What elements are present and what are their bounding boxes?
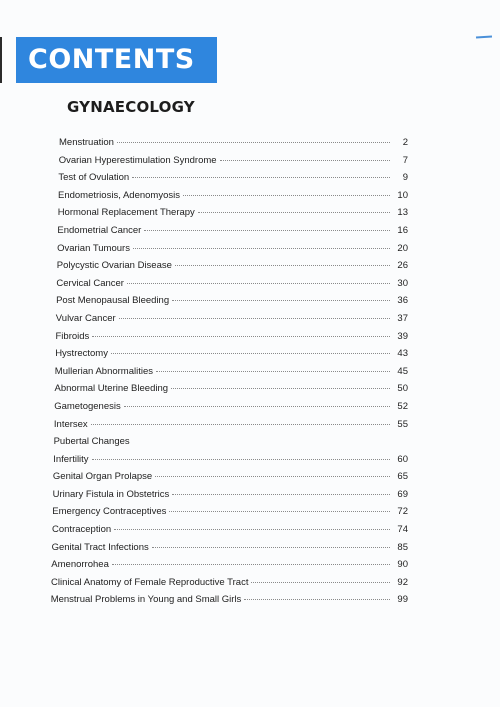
- toc-entry: [0, 260, 500, 278]
- toc-entry: [0, 225, 500, 243]
- toc-entry-page: 52: [397, 400, 408, 412]
- toc-entry-page: 9: [402, 172, 408, 184]
- dot-leader: [92, 335, 390, 337]
- toc-entry: [0, 278, 500, 296]
- toc-entry-title: Menstruation: [59, 137, 114, 148]
- toc-entry-page: 74: [397, 524, 408, 536]
- toc-entry: [0, 190, 500, 208]
- dot-leader: [244, 598, 390, 600]
- toc-entry-page: 90: [397, 559, 408, 571]
- toc-entry: [0, 366, 500, 384]
- toc-entry: [0, 331, 500, 349]
- toc-entry: [0, 419, 500, 437]
- dot-leader: [133, 247, 390, 249]
- toc-entry: [0, 524, 500, 542]
- toc-entry-title: Abnormal Uterine Bleeding: [54, 383, 169, 395]
- toc-entry-page: 99: [397, 594, 408, 606]
- dot-leader: [156, 370, 390, 372]
- toc-entry-title: Contraception: [52, 524, 112, 536]
- dot-leader: [172, 299, 390, 301]
- toc-entry: [0, 436, 500, 454]
- toc-entry-title: Clinical Anatomy of Female Reproductive Tract: [51, 576, 249, 588]
- toc-entry: [0, 542, 500, 560]
- toc-entry: [0, 471, 500, 489]
- dot-leader: [155, 475, 390, 477]
- dot-leader: [119, 317, 390, 319]
- toc-entry: [0, 401, 500, 419]
- dot-leader: [152, 546, 390, 548]
- toc-entry-title: Ovarian Hyperestimulation Syndrome: [58, 154, 217, 166]
- toc-entry-title: Endometrial Cancer: [57, 224, 142, 236]
- dot-leader: [124, 405, 390, 407]
- page-edge-mark: [0, 37, 2, 83]
- toc-entry-page: 2: [402, 137, 408, 148]
- toc-entry-title: Post Menopausal Bleeding: [56, 295, 170, 307]
- toc-entry-title: Cervical Cancer: [56, 277, 124, 289]
- toc-entry: [0, 577, 500, 595]
- toc-entry-page: 50: [397, 383, 408, 395]
- toc-entry-page: 26: [397, 260, 408, 272]
- toc-entry-title: Hormonal Replacement Therapy: [57, 207, 195, 219]
- toc-entry: [0, 137, 500, 155]
- contents-banner: CONTENTS: [16, 37, 217, 83]
- toc-entry-page: 37: [397, 312, 408, 324]
- toc-entry: [0, 295, 500, 313]
- dot-leader: [171, 387, 390, 389]
- toc-entry-page: 36: [397, 295, 408, 307]
- toc-entry-page: 7: [402, 154, 408, 166]
- toc-entry-page: 55: [397, 418, 408, 430]
- toc-entry-title: Intersex: [53, 418, 88, 430]
- toc-entry: [0, 313, 500, 331]
- toc-entry: [0, 155, 500, 173]
- dot-leader: [220, 159, 390, 161]
- dot-leader: [132, 176, 390, 178]
- toc-entry-title: Polycystic Ovarian Disease: [56, 260, 172, 272]
- toc-entry: [0, 383, 500, 401]
- corner-mark: [476, 35, 492, 38]
- toc-entry-title: Ovarian Tumours: [57, 242, 130, 254]
- toc-entry: [0, 489, 500, 507]
- toc-entry-page: 65: [397, 471, 408, 483]
- dot-leader: [183, 194, 390, 196]
- toc-entry-title: Endometriosis, Adenomyosis: [58, 189, 180, 201]
- toc-entry-page: 45: [397, 365, 408, 377]
- toc-entry-page: 43: [397, 348, 408, 360]
- dot-leader: [144, 229, 390, 231]
- toc-entry-title: Genital Tract Infections: [51, 541, 149, 553]
- toc-entry-title: Mullerian Abnormalities: [54, 365, 154, 377]
- dot-leader: [112, 563, 390, 565]
- toc-entry: [0, 348, 500, 366]
- section-title: GYNAECOLOGY: [67, 98, 195, 116]
- dot-leader: [117, 141, 390, 143]
- dot-leader: [198, 211, 390, 213]
- toc-entry-title: Emergency Contraceptives: [52, 506, 167, 518]
- toc-entry: [0, 559, 500, 577]
- toc-entry: [0, 172, 500, 190]
- toc-entry: [0, 506, 500, 524]
- toc-entry-page: 39: [397, 330, 408, 342]
- toc-entry-page: 85: [397, 541, 408, 553]
- toc-entry-title: Vulvar Cancer: [55, 312, 116, 324]
- toc-entry-title: Infertility: [53, 453, 89, 465]
- dot-leader: [169, 510, 390, 512]
- toc-entry-page: 13: [397, 207, 408, 219]
- toc-entry-page: 92: [397, 576, 408, 588]
- toc-entry-title: Test of Ovulation: [58, 172, 130, 184]
- dot-leader: [111, 352, 390, 354]
- toc-entry: [0, 594, 500, 612]
- toc-entry: [0, 454, 500, 472]
- toc-entry-title: Menstrual Problems in Young and Small Girls: [50, 594, 242, 606]
- toc-entry-title: Fibroids: [55, 330, 90, 342]
- dot-leader: [114, 528, 390, 530]
- toc-entry-page: 30: [397, 277, 408, 289]
- toc-entry-page: 10: [397, 189, 408, 201]
- toc-entry-page: 72: [397, 506, 408, 518]
- toc-entry: [0, 243, 500, 261]
- toc-entry-page: 16: [397, 224, 408, 236]
- dot-leader: [251, 581, 390, 583]
- toc-entry-title: Genital Organ Prolapse: [52, 471, 153, 483]
- toc-entry-title: Gametogenesis: [54, 400, 121, 412]
- dot-leader: [91, 423, 390, 425]
- toc-entry-page: 60: [397, 453, 408, 465]
- toc-entry-title: Urinary Fistula in Obstetrics: [52, 488, 170, 500]
- toc-entry-page: 20: [397, 242, 408, 254]
- toc-entry-title: Pubertal Changes: [53, 436, 130, 448]
- dot-leader: [92, 458, 390, 460]
- dot-leader: [172, 493, 390, 495]
- toc-entry-title: Hystrectomy: [55, 348, 108, 360]
- toc-entry-title: Amenorrohea: [51, 559, 109, 571]
- toc-entry: [0, 207, 500, 225]
- dot-leader: [175, 264, 390, 266]
- toc-entry-page: 69: [397, 488, 408, 500]
- table-of-contents: [0, 137, 500, 612]
- dot-leader: [127, 282, 390, 284]
